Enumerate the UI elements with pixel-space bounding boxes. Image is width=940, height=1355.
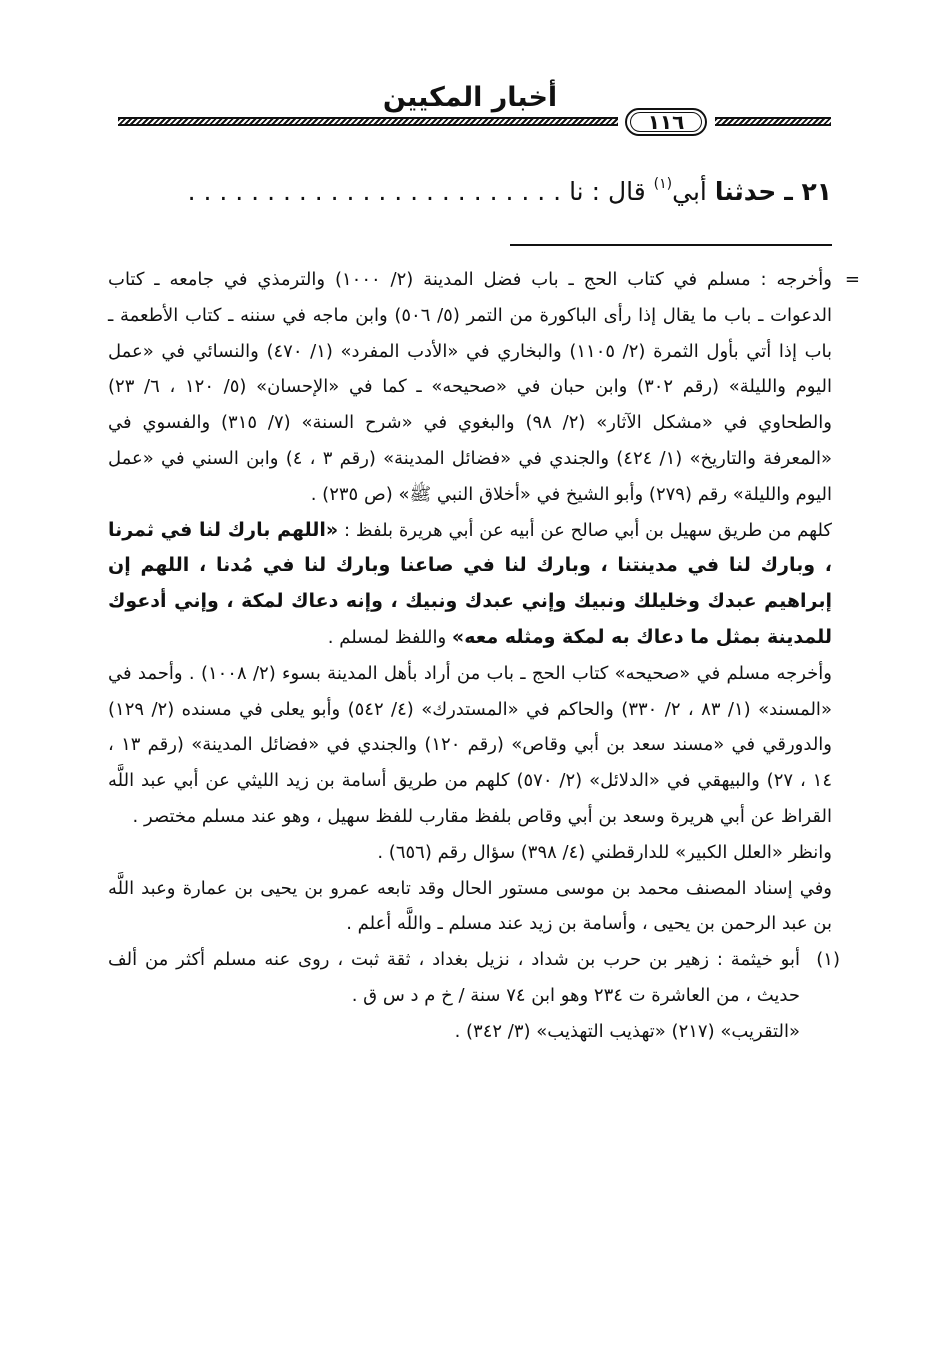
footnote-number: (١) — [816, 949, 840, 971]
hadith-line — [112, 160, 832, 208]
footnote-paragraph-4: وانظر «العلل الكبير» للدارقطني (٤/ ٣٩٨) سؤال رقم (٦٥٦) . — [377, 841, 832, 863]
footnote-text: أبو خيثمة : زهير بن حرب بن شداد ، نزيل بغداد ، ثقة ثبت ، روى عنه مسلم أكثر من ألف حديث ، من العاشرة ت ٢٣٤ وهو ابن ٧٤ سنة / خ م د س ق . — [108, 949, 800, 1006]
lacuna-dots: . . . . . . . . . . . . . . . . . . . . . . . . — [187, 177, 562, 206]
hadith-number: ٢١ ـ — [784, 177, 832, 206]
page-number: ١١٦ — [625, 108, 707, 136]
footnote-text: وأخرجه : مسلم في كتاب الحج ـ باب فضل المدينة (٢/ ١٠٠٠) والترمذي في جامعه ـ كتاب الدعوات ـ باب ما يقال إذا رأى الباكورة من التمر (٥/ ٥٠٦) وابن ماجه في سننه ـ كتاب الأطعمة ـ باب إذا أتي بأول الثمرة (٢/ ١١٠٥) والبخاري في «الأدب المفرد» (١/ ٤٧٠) والنسائي في «عمل اليوم والليلة» (رقم ٣٠٢) وابن حبان في «صحيحه» ـ كما في «الإحسان» (٥/ ١٢٠ ، ٦/ ٢٣) والطحاوي في «مشكل الآثار» (٢/ ٩٨) والبغوي في «شرح السنة» (٧/ ٣١٥) والفسوي في «المعرفة والتاريخ» (١/ ٤٢٤) والجندي في «فضائل المدينة» (رقم ٣ ، ٤) وابن السني في «عمل اليوم والليلة» رقم (٢٧٩) وأبو الشيخ في «أخلاق النبي ﷺ» (ص ٢٣٥) . — [108, 269, 833, 505]
footnote-paragraph-2 — [108, 513, 832, 656]
footnotes-section — [108, 262, 860, 1050]
continuation-mark: = — [844, 269, 860, 290]
header-rule-left — [118, 117, 618, 126]
hadith-rest: قال : نا — [569, 177, 646, 206]
footnote-paragraph-1 — [108, 262, 860, 513]
running-header-title: أخبار المكيين — [382, 82, 558, 113]
header-rule-right — [715, 117, 831, 126]
hadith-verb: حدثنا — [714, 177, 777, 206]
footnote-paragraph-3: وأخرجه مسلم في «صحيحه» كتاب الحج ـ باب من أراد بأهل المدينة بسوء (٢/ ١٠٠٨) . وأحمد في «المسند» (١/ ٨٣ ، ٢/ ٣٣٠) والحاكم في «المستدرك» (٤/ ٥٤٢) وأبو يعلى في مسنده (٢/ ١٢٩) والدورقي في «مسند سعد بن أبي وقاص» (رقم ١٢٠) والجندي في «فضائل المدينة» (رقم ١٣ ، ١٤ ، ٢٧) والبيهقي في «الدلائل» (٢/ ٥٧٠) كلهم من طريق أسامة بن زيد الليثي عن أبي عبد اللَّه القراظ عن أبي هريرة وسعد بن أبي وقاص بلفظ مقارب للفظ سهيل ، وهو عند مسلم مختصر . — [108, 662, 832, 827]
hadith-narrator: أبي — [672, 177, 707, 206]
footnote-1 — [108, 942, 840, 1014]
hadith-quote: «اللهم بارك لنا في ثمرنا ، وبارك لنا في مدينتنا ، وبارك لنا في صاعنا وبارك لنا في مُدنا ، اللهم إن إبراهيم عبدك وخليلك ونبيك وإني عبدك ونبيك ، وإنه دعاك لمكة ، وإني أدعوك للمدينة بمثل ما دعاك به لمكة ومثله معه» — [108, 518, 832, 648]
footnote-text: كلهم من طريق سهيل بن أبي صالح عن أبيه عن أبي هريرة بلفظ : — [344, 519, 832, 541]
footnote-paragraph-5: وفي إسناد المصنف محمد بن موسى مستور الحال وقد تابعه عمرو بن يحيى بن عمارة وعبد اللَّه بن عبد الرحمن بن يحيى ، وأسامة بن زيد عند مسلم ـ واللَّه أعلم . — [108, 877, 832, 935]
footnote-text: واللفظ لمسلم . — [327, 626, 447, 648]
footnote-separator — [510, 244, 832, 246]
footnote-ref: (١) — [653, 176, 673, 192]
footnote-1-refs: «التقريب» (٢١٧) «تهذيب التهذيب» (٣/ ٣٤٢) . — [454, 1020, 800, 1042]
